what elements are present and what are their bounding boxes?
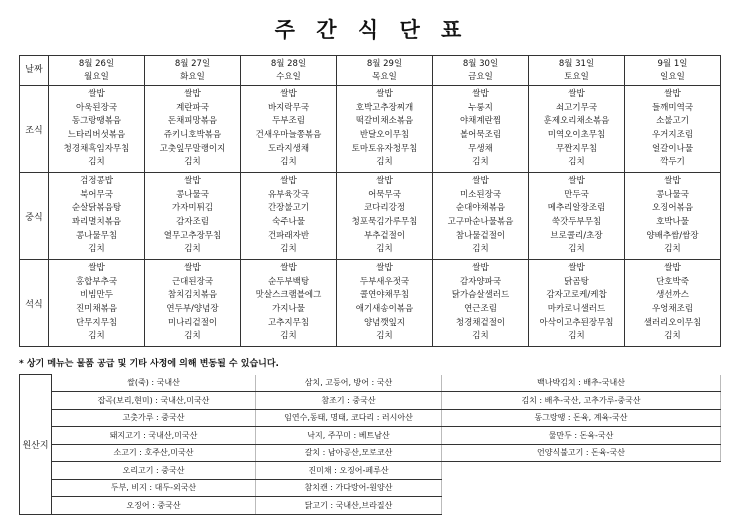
menu-item: 가자미튀김 — [171, 203, 214, 214]
menu-item: 쌀밥 — [376, 263, 393, 274]
menu-cell — [241, 260, 337, 347]
menu-cell — [625, 86, 721, 173]
origin-row — [20, 427, 721, 445]
origin-entry: 두부, 비지 : 대두-외국산 — [52, 479, 256, 497]
menu-item: 콩나물국 — [176, 189, 209, 200]
origin-row — [20, 462, 721, 480]
menu-item: 쌀밥 — [280, 89, 297, 100]
menu-item: 쌀밥 — [472, 89, 489, 100]
menu-item: 순두부백탕 — [267, 276, 310, 287]
day-header — [337, 56, 433, 86]
origin-table — [19, 374, 721, 515]
menu-item: 김치 — [280, 157, 297, 168]
page-title: 주 간 식 단 표 — [274, 18, 469, 42]
origin-entry: 참치캔 : 가다랑어-원양산 — [256, 479, 442, 497]
menu-item: 양배추쌈/쌈장 — [646, 230, 699, 241]
menu-item: 김치 — [568, 331, 585, 342]
date-header-row — [20, 56, 721, 86]
menu-item: 닭가슴살샐러드 — [451, 290, 510, 301]
origin-row — [20, 409, 721, 427]
menu-cell — [145, 173, 241, 260]
origin-row — [20, 497, 721, 515]
menu-cell — [433, 260, 529, 347]
menu-item: 김치 — [472, 331, 489, 342]
menu-item: 청경채흑임자무침 — [63, 143, 130, 154]
menu-item: 고추지무침 — [267, 317, 310, 328]
origin-entry: 갈치 : 남아공산,모로코산 — [256, 444, 442, 462]
menu-item: 들깨미역국 — [651, 102, 694, 113]
menu-item: 쌀밥 — [280, 176, 297, 187]
menu-item: 쌀밥 — [568, 263, 585, 274]
origin-entry — [442, 479, 721, 497]
menu-item: 맛살스크램블에그 — [255, 290, 322, 301]
menu-item: 숙주나물 — [272, 217, 305, 227]
meal-row — [20, 173, 721, 260]
menu-item: 메추리알장조림 — [547, 203, 606, 214]
menu-item: 쌀밥 — [184, 176, 201, 187]
menu-item: 두부새우젓국 — [359, 276, 410, 287]
origin-row — [20, 392, 721, 410]
menu-item: 오징어볶음 — [651, 203, 694, 214]
menu-item: 김치 — [376, 331, 393, 342]
menu-item: 쌀밥 — [376, 89, 393, 100]
menu-item: 쌀밥 — [568, 89, 585, 100]
menu-cell — [241, 173, 337, 260]
menu-cell — [145, 260, 241, 347]
day-date: 8월 30일 — [462, 58, 499, 69]
menu-item: 비빔만두 — [80, 290, 113, 301]
menu-item: 청포묵김가루무침 — [351, 217, 418, 227]
menu-item: 토마토유자청무침 — [351, 143, 418, 154]
menu-item: 어묵무국 — [368, 189, 401, 200]
menu-item: 도라지생채 — [267, 143, 310, 154]
origin-entry: 쌀(죽) : 국내산 — [52, 375, 256, 392]
menu-item: 북어무국 — [80, 189, 113, 200]
menu-item: 꽈리멸치볶음 — [71, 217, 122, 227]
origin-entry: 임연수,동태, 명태, 코다리 : 러시아산 — [256, 409, 442, 427]
day-date: 9월 1일 — [657, 58, 688, 69]
menu-item: 콩나물무침 — [75, 230, 118, 241]
menu-cell — [241, 86, 337, 173]
day-weekday: 토요일 — [564, 71, 589, 82]
menu-item: 고춧잎무말랭이지 — [159, 143, 226, 154]
menu-item: 쌀밥 — [472, 263, 489, 274]
menu-item: 쌀밥 — [568, 176, 585, 187]
day-header — [145, 56, 241, 86]
origin-row — [20, 479, 721, 497]
origin-entry: 언양식불고기 : 돈육-국산 — [442, 444, 721, 462]
menu-item: 닭곰탕 — [564, 276, 589, 287]
origin-entry: 참조기 : 중국산 — [256, 392, 442, 410]
menu-item: 계란파국 — [176, 102, 209, 113]
menu-item: 쥬키니호박볶음 — [163, 130, 222, 140]
menu-cell — [625, 260, 721, 347]
day-date: 8월 26일 — [78, 58, 115, 69]
menu-item: 쌀밥 — [376, 176, 393, 187]
menu-cell — [433, 173, 529, 260]
menu-item: 김치 — [472, 244, 489, 255]
menu-item: 김치 — [280, 331, 297, 342]
day-header — [241, 56, 337, 86]
origin-body — [20, 375, 721, 515]
menu-item: 코다리강정 — [363, 203, 406, 214]
menu-item: 연근조림 — [464, 304, 497, 314]
origin-entry: 백나박김치 : 배추-국내산 — [442, 375, 721, 392]
menu-item: 호박나물 — [656, 217, 689, 227]
menu-item: 쌀밥 — [472, 176, 489, 187]
menu-item: 쌀밥 — [664, 176, 681, 187]
menu-item: 김치 — [184, 157, 201, 168]
day-header — [49, 56, 145, 86]
origin-entry: 잡곡(보리,현미) : 국내산,미국산 — [52, 392, 256, 410]
menu-item: 브로콜리/초장 — [550, 230, 603, 241]
menu-cell — [145, 86, 241, 173]
menu-item: 김치 — [88, 157, 105, 168]
meal-row — [20, 260, 721, 347]
origin-label: 원산지 — [20, 375, 52, 515]
menu-item: 감자고로케/케찹 — [546, 290, 607, 301]
origin-row — [20, 444, 721, 462]
day-header — [433, 56, 529, 86]
menu-item: 샐러리오이무침 — [643, 317, 702, 328]
menu-item: 검정콩밥 — [80, 176, 113, 187]
day-header — [529, 56, 625, 86]
menu-item: 누룽지 — [468, 102, 493, 113]
menu-item: 바지락무국 — [267, 102, 310, 113]
menu-item: 김치 — [472, 157, 489, 168]
menu-item: 얼갈이나물 — [651, 143, 694, 154]
menu-item: 연두부/양념장 — [166, 304, 219, 314]
menu-cell — [337, 86, 433, 173]
menu-item: 단무지무침 — [75, 317, 118, 328]
menu-item: 김치 — [184, 331, 201, 342]
origin-entry: 닭고기 : 국내산,브라질산 — [256, 497, 442, 515]
menu-item: 아삭이고추된장무침 — [539, 317, 614, 328]
menu-item: 우엉채조림 — [651, 304, 694, 314]
origin-entry: 동그랑땡 : 돈육, 계육-국산 — [442, 409, 721, 427]
menu-item: 열무고추장무침 — [163, 230, 222, 241]
menu-item: 김치 — [280, 244, 297, 255]
menu-cell — [529, 173, 625, 260]
origin-entry — [442, 462, 721, 480]
menu-item: 참나물겉절이 — [455, 230, 506, 241]
menu-cell — [433, 86, 529, 173]
origin-entry: 낙지, 주꾸미 : 베트남산 — [256, 427, 442, 445]
menu-cell — [337, 260, 433, 347]
menu-item: 돈채피망볶음 — [167, 116, 218, 127]
origin-entry: 물만두 : 돈육-국산 — [442, 427, 721, 445]
menu-item: 건새우마늘쫑볶음 — [255, 130, 322, 140]
menu-item: 부추겉절이 — [363, 230, 406, 241]
origin-entry: 오징어 : 중국산 — [52, 497, 256, 515]
origin-entry: 김치 : 배추-국산, 고추가루-중국산 — [442, 392, 721, 410]
menu-cell — [337, 173, 433, 260]
menu-item: 쇠고기무국 — [555, 102, 598, 113]
menu-item: 김치 — [184, 244, 201, 255]
menu-item: 가지나물 — [272, 304, 305, 314]
origin-entry: 오리고기 : 중국산 — [52, 462, 256, 480]
menu-item: 야채계란찜 — [459, 116, 502, 127]
menu-item: 동그랑땡볶음 — [71, 116, 122, 127]
menu-item: 무생채 — [468, 143, 493, 154]
menu-item: 미소된장국 — [459, 189, 502, 200]
meal-row — [20, 86, 721, 173]
menu-item: 애기새송이볶음 — [355, 304, 414, 314]
day-header — [625, 56, 721, 86]
menu-item: 볼어묵조림 — [459, 130, 502, 140]
menu-item: 쌀밥 — [88, 89, 105, 100]
menu-item: 쌀밥 — [664, 263, 681, 274]
menu-item: 쌀밥 — [280, 263, 297, 274]
menu-item: 호박고추장찌개 — [355, 102, 414, 113]
menu-item: 김치 — [568, 157, 585, 168]
menu-item: 마카로니샐러드 — [547, 304, 606, 314]
menu-item: 콩나물국 — [656, 189, 689, 200]
day-weekday: 월요일 — [84, 71, 109, 82]
menu-item: 미역오이초무침 — [547, 130, 606, 140]
menu-item: 간장불고기 — [267, 203, 310, 214]
menu-cell — [529, 260, 625, 347]
menu-item: 고구마순나물볶음 — [447, 217, 514, 227]
notice-text: * 상기 메뉴는 물품 공급 및 기타 사정에 의해 변동될 수 있습니다. — [19, 359, 279, 369]
menu-cell — [625, 173, 721, 260]
menu-item: 김치 — [88, 331, 105, 342]
menu-item: 근대된장국 — [171, 276, 214, 287]
menu-cell — [49, 173, 145, 260]
day-weekday: 수요일 — [276, 71, 301, 82]
menu-item: 쌀밥 — [88, 263, 105, 274]
menu-body — [20, 86, 721, 347]
menu-item: 소불고기 — [656, 116, 689, 127]
origin-entry: 소고기 : 호주산,미국산 — [52, 444, 256, 462]
meal-label: 석식 — [20, 260, 49, 347]
menu-cell — [49, 260, 145, 347]
menu-item: 순대야채볶음 — [455, 203, 506, 214]
origin-entry: 진미채 : 오징어-페루산 — [256, 462, 442, 480]
menu-item: 생선까스 — [656, 290, 689, 301]
menu-item: 쌀밥 — [184, 89, 201, 100]
menu-item: 김치 — [376, 157, 393, 168]
meal-label: 중식 — [20, 173, 49, 260]
menu-item: 아욱된장국 — [75, 102, 118, 113]
menu-item: 깍두기 — [660, 157, 685, 168]
day-weekday: 목요일 — [372, 71, 397, 82]
menu-item: 단호박죽 — [656, 276, 689, 287]
menu-item: 김치 — [664, 331, 681, 342]
menu-item: 우거지조림 — [651, 130, 694, 140]
date-header-label: 날짜 — [20, 56, 49, 86]
origin-entry: 돼지고기 : 국내산,미국산 — [52, 427, 256, 445]
menu-item: 쌀밥 — [184, 263, 201, 274]
menu-item: 느타리버섯볶음 — [67, 130, 126, 140]
menu-item: 유부육갓국 — [267, 189, 310, 200]
menu-item: 콜연야채무침 — [359, 290, 410, 301]
day-weekday: 일요일 — [660, 71, 685, 82]
origin-entry — [442, 497, 721, 515]
menu-item: 떡갈비채소볶음 — [355, 116, 414, 127]
menu-item: 양념깻잎지 — [363, 317, 406, 328]
day-date: 8월 29일 — [366, 58, 403, 69]
menu-item: 감자양파국 — [459, 276, 502, 287]
menu-item: 참치김치볶음 — [167, 290, 218, 301]
menu-item: 김치 — [376, 244, 393, 255]
menu-item: 두부조림 — [272, 116, 305, 127]
menu-item: 김치 — [88, 244, 105, 255]
menu-item: 미나리겉절이 — [167, 317, 218, 328]
menu-item: 감자조림 — [176, 217, 209, 227]
day-date: 8월 27일 — [174, 58, 211, 69]
menu-item: 김치 — [664, 244, 681, 255]
origin-row — [20, 375, 721, 392]
day-date: 8월 28일 — [270, 58, 307, 69]
origin-entry: 삼치, 고등어, 방어 : 국산 — [256, 375, 442, 392]
menu-item: 진미채볶음 — [75, 304, 118, 314]
menu-item: 쑥갓두부무침 — [551, 217, 602, 227]
day-weekday: 금요일 — [468, 71, 493, 82]
menu-item: 건파래자반 — [267, 230, 310, 241]
menu-item: 순살닭볶음탕 — [71, 203, 122, 214]
menu-item: 반달오이무침 — [359, 130, 410, 140]
menu-cell — [49, 86, 145, 173]
day-date: 8월 31일 — [558, 58, 595, 69]
meal-label: 조식 — [20, 86, 49, 173]
weekly-menu-table — [19, 55, 721, 347]
menu-item: 무짠지무침 — [555, 143, 598, 154]
origin-entry: 고춧가루 : 중국산 — [52, 409, 256, 427]
menu-item: 만두국 — [564, 189, 589, 200]
menu-item: 쌀밥 — [664, 89, 681, 100]
menu-cell — [529, 86, 625, 173]
menu-item: 홍합부추국 — [75, 276, 118, 287]
menu-item: 김치 — [568, 244, 585, 255]
menu-item: 훈제오리채소볶음 — [543, 116, 610, 127]
day-weekday: 화요일 — [180, 71, 205, 82]
menu-item: 청경채겉절이 — [455, 317, 506, 328]
